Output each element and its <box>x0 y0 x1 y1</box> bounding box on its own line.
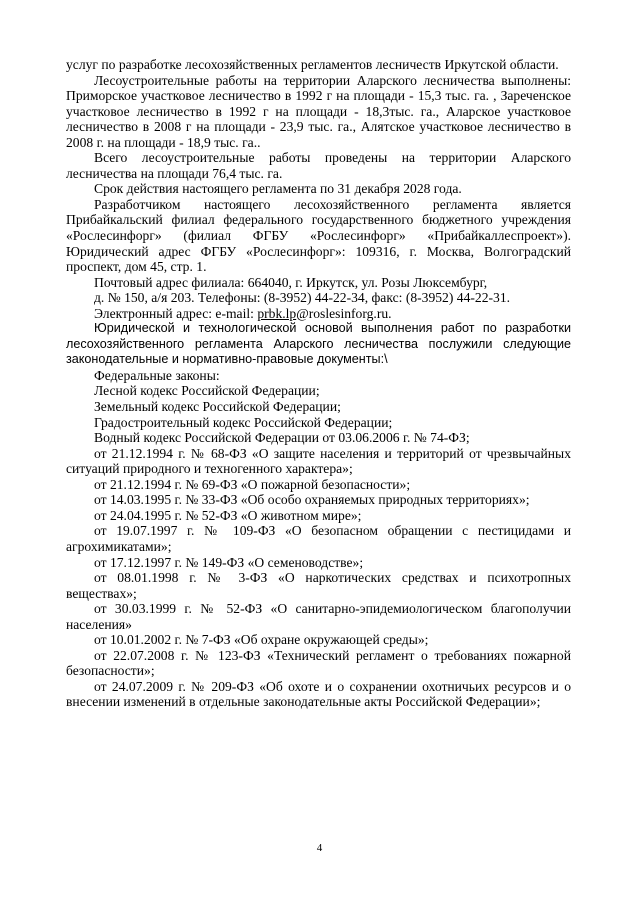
email-domain: @roslesinforg.ru. <box>296 305 392 321</box>
law-item: Градостроительный кодекс Российской Федерации; <box>94 414 393 430</box>
paragraph-developer: Разработчиком настоящего лесохозяйственного регламента является Прибайкальский филиал федерального государственного бюджетного учреждения «Рослесинфорг» (филиал ФГБУ «Рослесинфорг» «Прибайкаллеспроект»). Юридический адрес ФГБУ «Рослесинфорг»: 109316, г. Москва, Волгоградский проспект, дом 45, стр. 1. <box>66 196 571 275</box>
law-item: Лесной кодекс Российской Федерации; <box>94 383 320 399</box>
paragraph-validity-term: Срок действия настоящего регламента по 31 декабря 2028 года. <box>94 181 462 197</box>
law-item: от 21.12.1994 г. № 68-ФЗ «О защите населения и территорий от чрезвычайных ситуаций природного и техногенного характера»; <box>66 445 571 477</box>
paragraph-total-area: Всего лесоустроительные работы проведены на территории Аларского лесничества на площади 76,4 тыс. га. <box>66 150 571 181</box>
paragraph-legal-basis: Юридической и технологической основой выполнения работ по разработки лесохозяйственного регламента Аларского лесничества послужили следующие законодательные и нормативно-правовые документы:\ <box>66 321 571 367</box>
law-item: от 21.12.1994 г. № 69-ФЗ «О пожарной безопасности»; <box>94 476 411 492</box>
paragraph-postal-address: Почтовый адрес филиала: 664040, г. Иркутск, ул. Розы Люксембург, <box>94 274 488 290</box>
law-item: от 24.04.1995 г. № 52-ФЗ «О животном мире»; <box>94 507 362 523</box>
paragraph-intro-continued: услуг по разработке лесохозяйственных регламентов лесничеств Иркутской области. <box>66 57 559 72</box>
law-item: от 08.01.1998 г. № 3-ФЗ «О наркотических средствах и психотропных веществах»; <box>66 570 571 601</box>
law-item: от 30.03.1999 г. № 52-ФЗ «О санитарно-эпидемиологическом благополучии населения» <box>66 601 571 632</box>
paragraph-phones: д. № 150, а/я 203. Телефоны: (8-3952) 44-22-34, факс: (8-3952) 44-22-31. <box>94 290 511 306</box>
law-item: от 10.01.2002 г. № 7-ФЗ «Об охране окружающей среды»; <box>94 632 429 648</box>
law-item: от 22.07.2008 г. № 123-ФЗ «Технический регламент о требованиях пожарной безопасности»; <box>66 647 571 679</box>
federal-laws-heading: Федеральные законы: <box>94 367 220 383</box>
email-label: Электронный адрес: e-mail: <box>94 305 258 321</box>
document-body <box>66 57 571 710</box>
paragraph-forest-inventory: Лесоустроительные работы на территории Аларского лесничества выполнены: Приморское участковое лесничество в 1992 г на площади - 15,3 тыс. га. , Зареченское участковое лесничество в 1992 г на площади - 18,3тыс. га., Аларское участковое лесничество в 2008 г на площади - 23,9 тыс. га., Алятское участковое лесничество в 2008 г. на площади - 18,9 тыс. га.. <box>66 72 571 150</box>
law-item: от 24.07.2009 г. № 209-ФЗ «Об охоте и о сохранении охотничьих ресурсов и о внесении изменений в отдельные законодательные акты Российской Федерации»; <box>66 678 571 710</box>
paragraph-email <box>66 306 571 322</box>
law-item: от 17.12.1997 г. № 149-ФЗ «О семеноводстве»; <box>94 554 364 570</box>
law-item: от 19.07.1997 г. № 109-ФЗ «О безопасном обращении с пестицидами и агрохимикатами»; <box>66 523 571 554</box>
email-link[interactable]: prbk.lp <box>257 305 297 321</box>
law-item: от 14.03.1995 г. № 33-ФЗ «Об особо охраняемых природных территориях»; <box>94 492 530 508</box>
page-number: 4 <box>316 842 323 854</box>
law-item: Земельный кодекс Российской Федерации; <box>94 399 341 415</box>
law-item: Водный кодекс Российской Федерации от 03.06.2006 г. № 74-ФЗ; <box>94 430 470 446</box>
